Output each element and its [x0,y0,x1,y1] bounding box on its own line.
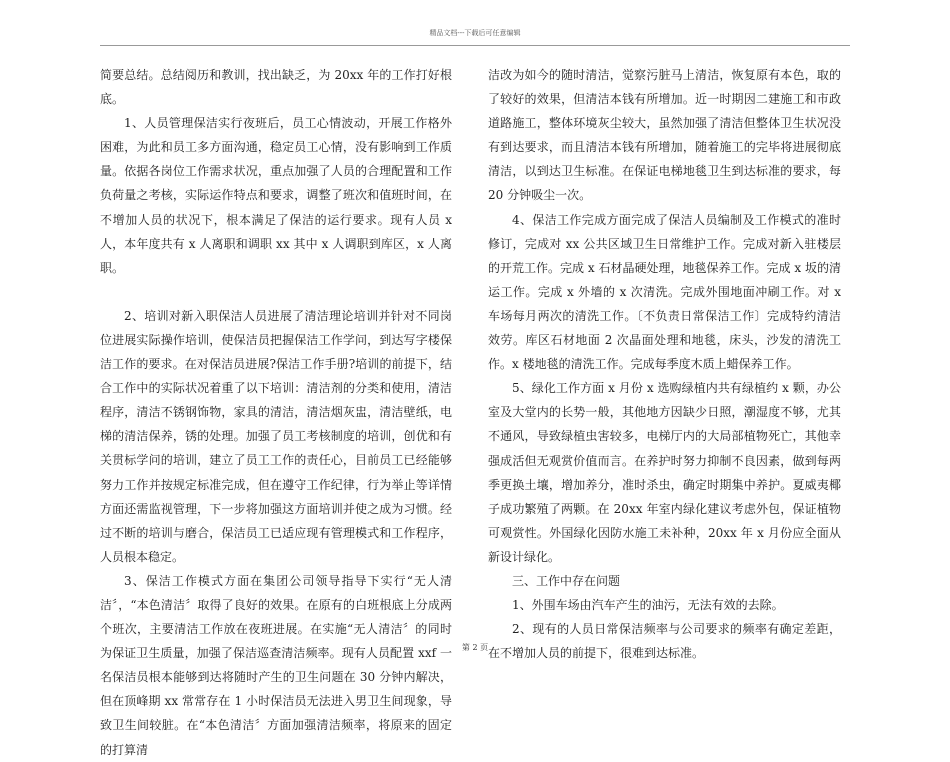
page-number: 第 2 页 [461,643,489,652]
paragraph-problem-2: 2、现有的人员日常保洁频率与公司要求的频率有确定差距，在不增加人员的前提下，很难到达标准。 [488,622,841,661]
paragraph-intro-summary: 简要总结。总结阅历和教训，找出缺乏，为 20xx 年的工作打好根底。 [100,68,452,107]
paragraph-greening: 5、绿化工作方面 x 月份 x 选购绿植内共有绿植约 x 颗，办公室及大堂内的长势一般，其他地方因缺少日照，潮湿度不够，尤其不通风，导致绿植虫害较多，电梯厅内的大局部植物死亡，其他幸强成活但无观赏价值而言。在养护时努力抑制不良因素，做到每两季更换土壤，增加养分，准时杀虫，确定时期集中养护。夏威夷椰子成功繁殖了两颗。在 20xx 年室内绿化建议考虑外包，保证植物可观赏性。外国绿化因防水施工未补种，20xx 年 x 月份应全面从新设计绿化。 [488,381,841,564]
page-header: 精品文档---下载后可任意编辑 [429,29,521,37]
paragraph-problem-1: 1、外围车场由汽车产生的油污，无法有效的去除。 [512,598,784,613]
header-divider [100,45,850,46]
paragraph-work-mode: 3、保洁工作模式方面在集团公司领导指导下实行“无人清洁〞，“本色清洁〞取得了良好的效果。在原有的白班根底上分成两个班次，主要清洁工作放在夜班进展。在实施“无人清洁〞的同时为保证卫生质量，加强了保洁巡查清洁频率。现有人员配置 xxf 一名保洁员根本能够到达将随时产生的卫生问题在 30 分钟内解决，但在顶峰期 xx 常常存在 1 小时保洁员无法进入男卫生间现象，导致卫生间较脏。在“本色清洁〞方面加强清洁频率，将原来的固定的打算清 [100,573,452,757]
left-column [100,63,452,762]
right-column [488,63,841,665]
paragraph-training: 2、培训对新入职保洁人员进展了清洁理论培训并针对不同岗位进展实际操作培训，使保洁员把握保洁工作学问，到达写字楼保洁工作的要求。在对保洁员进展?保洁工作手册?培训的前提下，结合工作中的实际状况着重了以下培训：清洁剂的分类和使用，清洁程序，清洁不锈钢饰物，家具的清洁，清洁烟灰盅，清洁壁纸，电梯的清洁保养，锈的处理。加强了员工考核制度的培训，创优和有关贯标学问的培训，建立了员工工作的责任心，目前员工已经能够努力工作并按规定标准完成，但在遵守工作纪律，行为举止等详情方面还需监视管理，下一步将加强这方面培训并使之成为习惯。经过不断的培训与磨合，保洁员工已适应现有管理模式和工作程序，人员根本稳定。 [100,308,452,564]
paragraph-work-mode-continued: 洁改为如今的随时清洁，觉察污脏马上清洁，恢复原有本色，取的了较好的效果，但清洁本钱有所增加。近一时期因二建施工和市政道路施工，整体环境灰尘较大，虽然加强了清洁但整体卫生状况没有到达要求，而且清洁本钱有所增加，随着施工的完毕将进展彻底清洁，以到达卫生标准。在保证电梯地毯卫生到达标准的要求，每 20 分钟吸尘一次。 [488,68,841,203]
section-heading-problems: 三、工作中存在问题 [512,573,621,588]
paragraph-personnel-management: 1、人员管理保洁实行夜班后，员工心情波动，开展工作格外困难，为此和员工多方面沟通，稳定员工心情，没有影响到工作质量。依据各岗位工作需求状况，重点加强了人员的合理配置和工作负荷量之考核，实际运作特点和要求，调整了班次和值班时间，在不增加人员的状况下，根本满足了保洁的运行要求。现有人员 x 人，本年度共有 x 人离职和调职 xx 其中 x 人调职到库区，x 人离职。 [100,116,452,275]
paragraph-work-completion: 4、保洁工作完成方面完成了保洁人员编制及工作模式的准时修订，完成对 xx 公共区域卫生日常维护工作。完成对新入驻楼层的开荒工作。完成 x 石材晶硬处理，地毯保养工作。完成 x 坂的清运工作。完成 x 外墙的 x 次清洗。完成外围地面冲刷工作。对 x 车场每月两次的清洗工作。〔不负责日常保洁工作〕完成特约清洁效劳。库区石材地面 2 次晶面处理和地毯，床头，沙发的清洗工作。x 楼地毯的清洗工作。完成每季度木质上蜡保养工作。 [488,212,841,372]
paragraph-spacer [100,280,452,304]
